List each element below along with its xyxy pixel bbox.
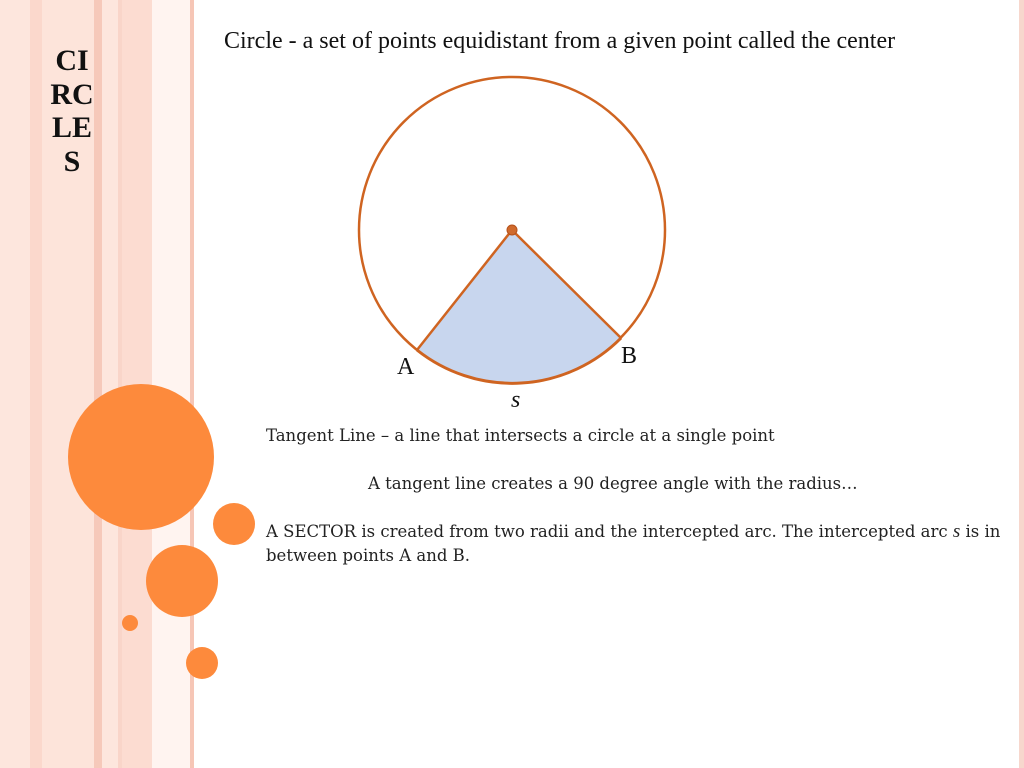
tangent-angle-text: A tangent line creates a 90 degree angle with the radius…	[368, 474, 858, 493]
arc-s-label: s	[511, 387, 521, 413]
decorative-medium-circle	[146, 545, 218, 617]
center-point	[507, 225, 517, 235]
decorative-tiny-circle	[122, 615, 138, 631]
sector-text-end: is in between points A and B.	[266, 522, 1001, 565]
circle-sector-diagram	[340, 60, 700, 420]
point-b-label: B	[621, 343, 638, 369]
decorative-background-stripes	[0, 0, 200, 768]
decorative-small-circle	[213, 503, 255, 545]
right-border-stripe	[1019, 0, 1024, 768]
sector-arc-variable: s	[952, 521, 961, 542]
point-a-label: A	[397, 354, 415, 380]
decorative-small-circle-bottom	[186, 647, 218, 679]
vertical-slide-title: CIRCLES	[50, 44, 94, 178]
sector-description	[266, 520, 1006, 568]
tangent-line-text: Tangent Line – a line that intersects a circle at a single point	[266, 426, 775, 445]
circle-definition: Circle - a set of points equidistant from a given point called the center	[224, 28, 896, 54]
decorative-large-circle	[68, 384, 214, 530]
sector-text-start: A SECTOR is created from two radii and the intercepted arc. The intercepted arc	[266, 522, 953, 541]
